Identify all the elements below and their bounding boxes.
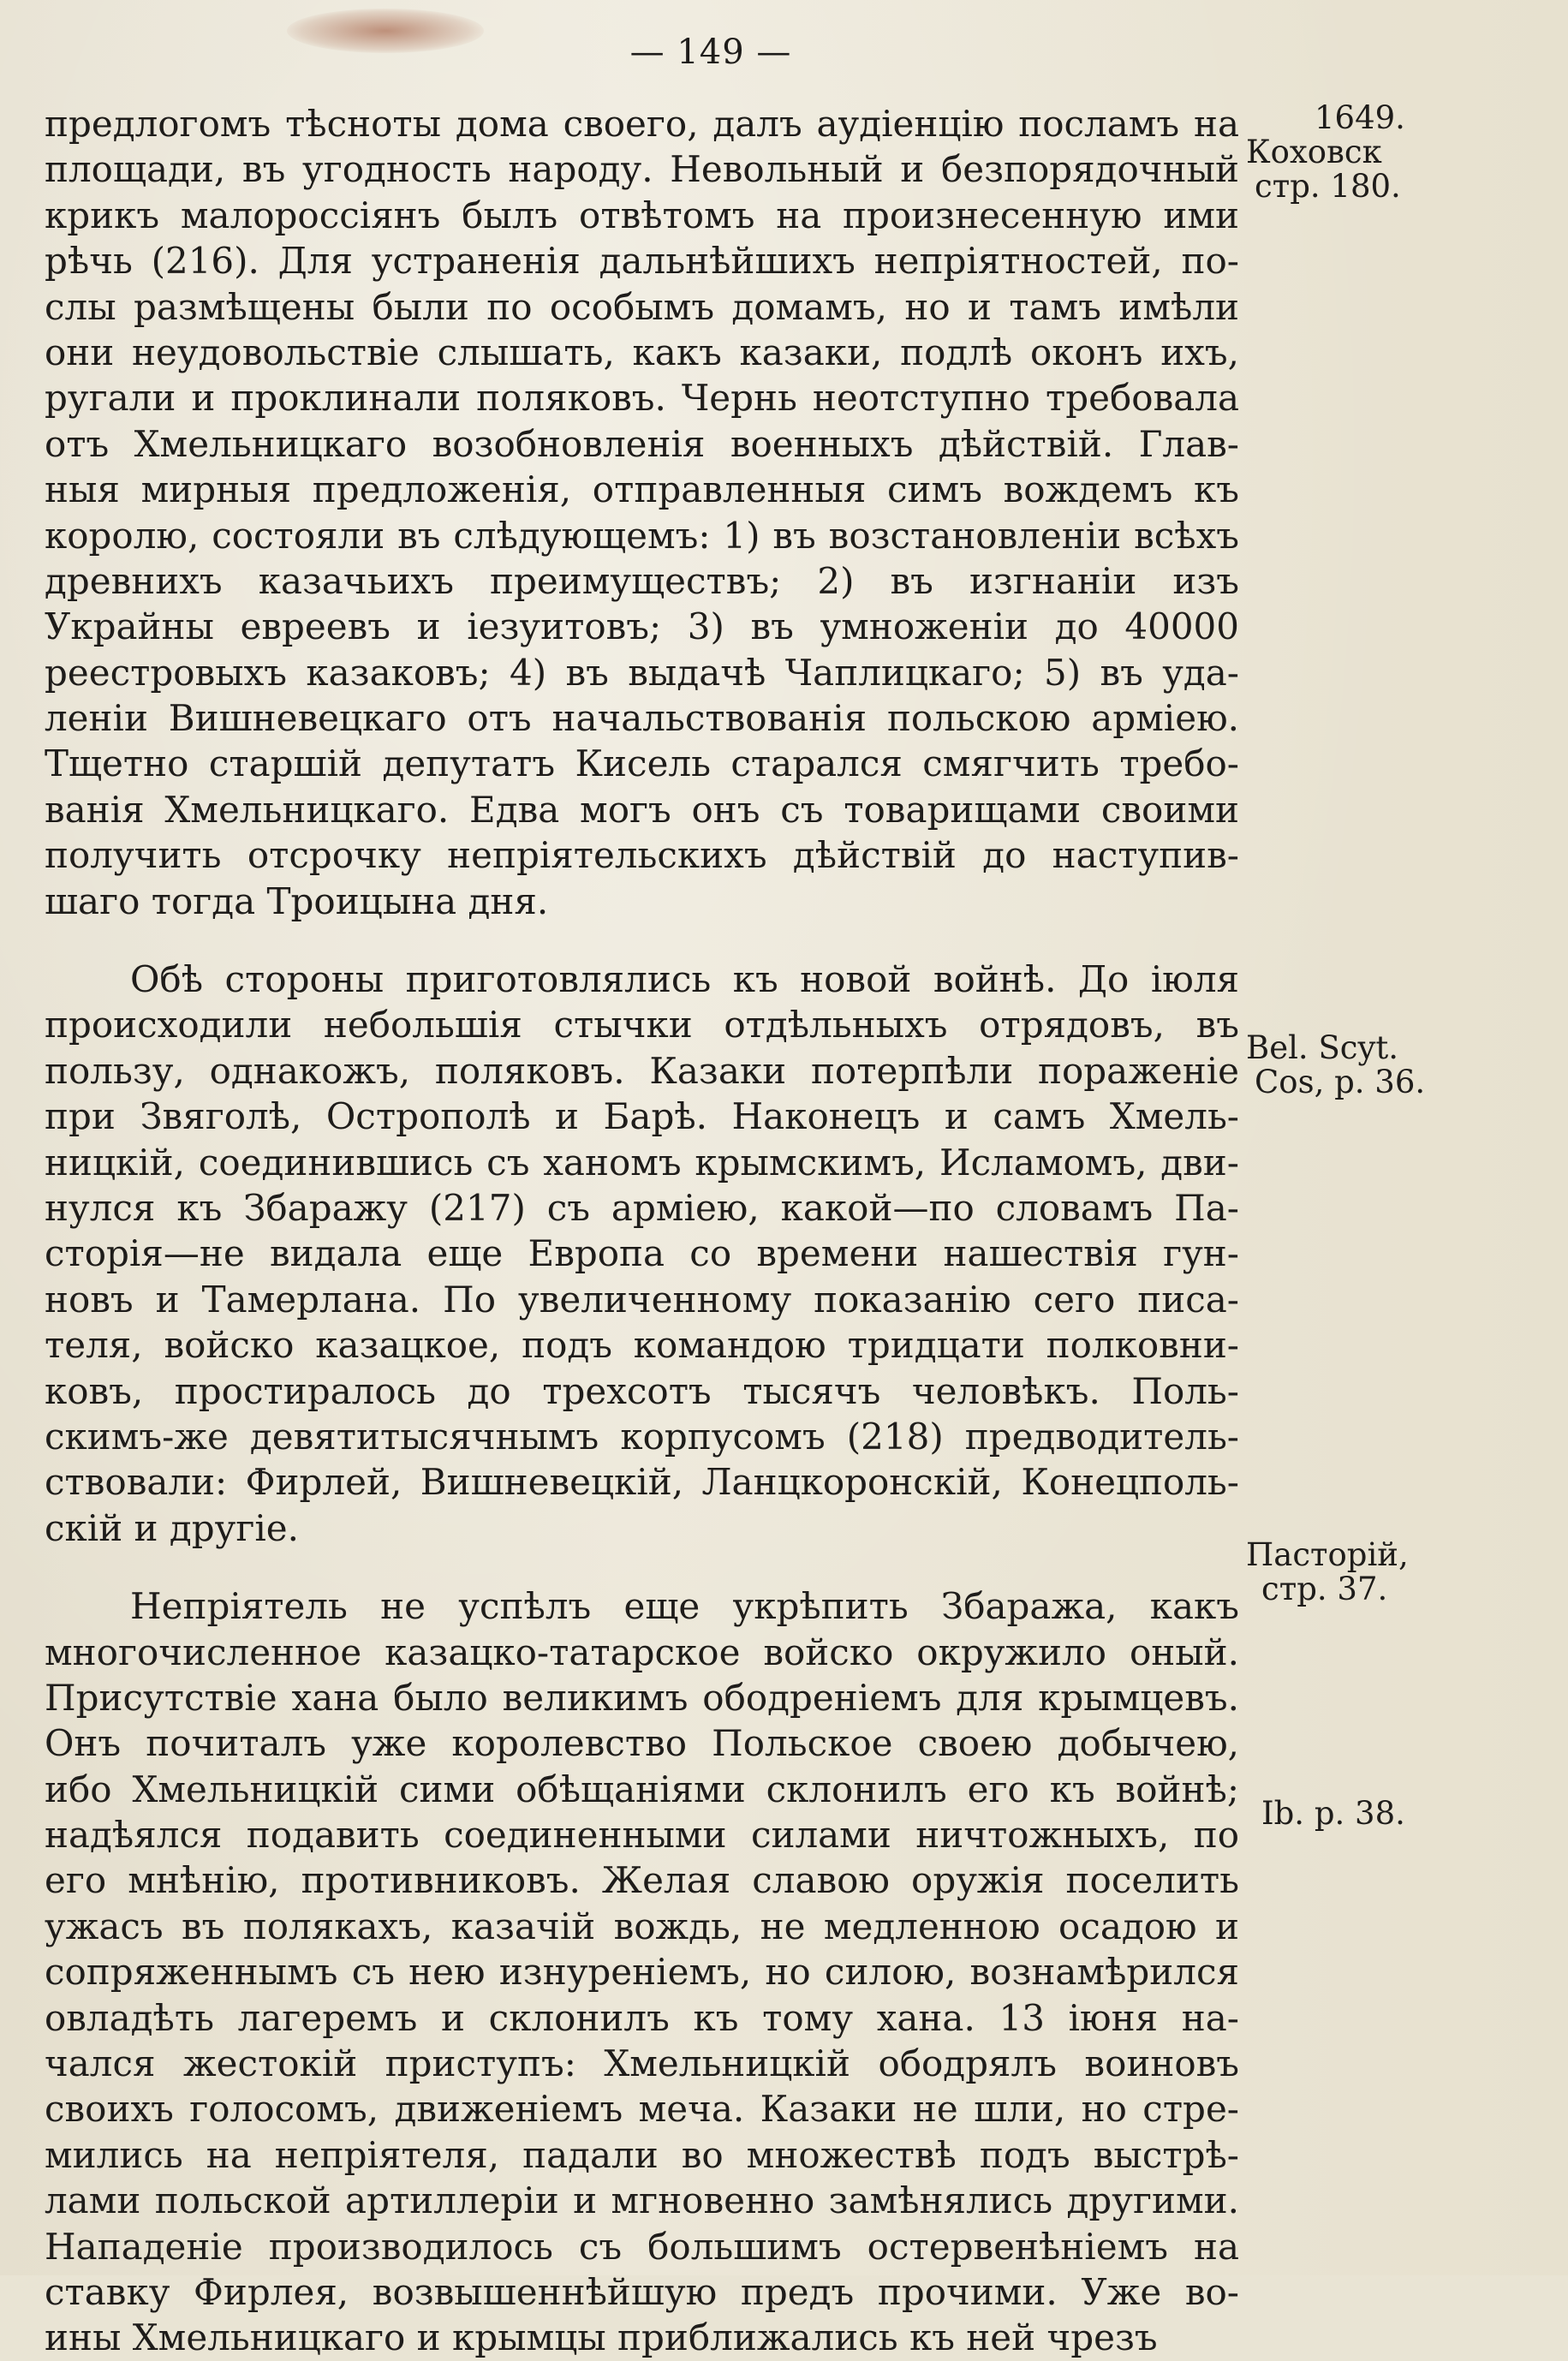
margin-note-khokhovsk — [1246, 101, 1417, 204]
text-line: ныя мирныя предложенія, отправленныя симъ вождемъ къ — [45, 468, 1239, 511]
text-line: предлогомъ тѣсноты дома своего, далъ аудіенцію посламъ на — [45, 103, 1239, 145]
text-line: ствовали: Фирлей, Вишневецкій, Ланцкоронскій, Конецполь- — [45, 1461, 1239, 1504]
margin-note-line: Ib. p. 38. — [1261, 1795, 1405, 1832]
text-line: ставку Фирлея, возвышеннѣйшую предъ прочими. Уже во- — [45, 2270, 1239, 2313]
text-line: шаго тогда Троицына дня. — [45, 879, 549, 922]
text-line: Тщетно старшій депутатъ Кисель старался смягчить требо- — [45, 742, 1239, 785]
text-line: рѣчь (216). Для устраненія дальнѣйшихъ непріятностей, по- — [45, 240, 1239, 283]
text-line: ницкій, соединившись съ ханомъ крымскимъ, Исламомъ, дви- — [45, 1141, 1239, 1183]
text-line: ругали и проклинали поляковъ. Чернь неотступно требовала — [45, 377, 1239, 420]
text-line: ины Хмельницкаго и крымцы приближались къ ней чрезъ — [45, 2316, 1158, 2359]
margin-note-pastory — [1246, 1538, 1417, 1607]
margin-note-line: стр. 180. — [1255, 168, 1401, 205]
text-line: получить отсрочку непріятельскихъ дѣйствій до наступив- — [45, 834, 1239, 877]
text-line: Присутствіе хана было великимъ ободреніемъ для крымцевъ. — [45, 1676, 1239, 1719]
text-line: многочисленное казацко-татарское войско окружило оный. — [45, 1631, 1239, 1673]
text-line: чался жестокій приступъ: Хмельницкій ободрялъ воиновъ — [45, 2042, 1239, 2085]
text-line: леніи Вишневецкаго отъ начальствованія польскою арміею. — [45, 697, 1239, 740]
text-line: овладѣть лагеремъ и склонилъ къ тому хана. 13 іюня на- — [45, 1996, 1239, 2039]
text-line: площади, въ угодность народу. Невольный и безпорядочный — [45, 148, 1239, 191]
text-line: крикъ малороссіянъ былъ отвѣтомъ на произнесенную ими — [45, 194, 1239, 236]
margin-note-line: 1649. — [1315, 99, 1405, 136]
text-line: надѣялся подавить соединенными силами ничтожныхъ, по — [45, 1814, 1239, 1857]
text-line: они неудовольствіе слышать, какъ казаки, подлѣ оконъ ихъ, — [45, 331, 1239, 373]
page-number: — 149 — — [629, 33, 792, 72]
paper-stain — [287, 9, 484, 53]
text-line: его мнѣнію, противниковъ. Желая славою оружія поселить — [45, 1859, 1239, 1902]
text-line: ужасъ въ полякахъ, казачій вождь, не медленною осадою и — [45, 1905, 1239, 1947]
text-line: Нападеніе производилось съ большимъ остервенѣніемъ на — [45, 2225, 1239, 2268]
text-line: древнихъ казачьихъ преимуществъ; 2) въ изгнаніи изъ — [45, 559, 1239, 602]
margin-note-bel-scyt — [1246, 1029, 1426, 1100]
margin-note-line: стр. 37. — [1261, 1571, 1388, 1607]
text-line: слы размѣщены были по особымъ домамъ, но и тамъ имѣли — [45, 285, 1239, 328]
margin-note-ib — [1246, 1797, 1417, 1831]
margin-note-line: Cos, p. 36. — [1255, 1064, 1426, 1100]
text-line: происходили небольшія стычки отдѣльныхъ отрядовъ, въ — [45, 1004, 1239, 1046]
text-line: пользу, однакожъ, поляковъ. Казаки потерпѣли пораженіе — [45, 1049, 1239, 1092]
text-line: Обѣ стороны приготовлялись къ новой войнѣ. До іюля — [130, 958, 1239, 1001]
margin-note-line: Коховск — [1246, 134, 1382, 170]
body-text — [45, 101, 1239, 2361]
margin-note-line: Пасторій, — [1246, 1536, 1409, 1573]
text-line: ковъ, простиралось до трехсотъ тысячъ человѣкъ. Поль- — [45, 1369, 1239, 1412]
text-line: ванія Хмельницкаго. Едва могъ онъ съ товарищами своими — [45, 788, 1239, 831]
text-line: скій и другіе. — [45, 1506, 299, 1549]
text-line: сопряженнымъ съ нею изнуреніемъ, но силою, вознамѣрился — [45, 1951, 1239, 1994]
text-line: Украйны евреевъ и іезуитовъ; 3) въ умноженіи до 40000 — [45, 605, 1239, 648]
text-line: своихъ голосомъ, движеніемъ меча. Казаки не шли, но стре- — [45, 2088, 1239, 2131]
text-line: нулся къ Збаражу (217) съ арміею, какой—по словамъ Па- — [45, 1186, 1239, 1229]
text-line: мились на непріятеля, падали во множествѣ подъ выстрѣ- — [45, 2133, 1239, 2176]
text-line: теля, войско казацкое, подъ командою тридцати полковни- — [45, 1324, 1239, 1367]
text-line: Непріятель не успѣлъ еще укрѣпить Збаража, какъ — [130, 1585, 1239, 1628]
text-line: отъ Хмельницкаго возобновленія военныхъ дѣйствій. Глав- — [45, 422, 1239, 465]
paragraph-2 — [45, 957, 1239, 1551]
text-line: сторія—не видала еще Европа со времени нашествія гун- — [45, 1232, 1239, 1275]
text-line: новъ и Тамерлана. По увеличенному показанію сего писа- — [45, 1278, 1239, 1321]
text-line: реестровыхъ казаковъ; 4) въ выдачѣ Чаплицкаго; 5) въ уда- — [45, 651, 1239, 694]
text-line: при Звяголѣ, Острополѣ и Барѣ. Наконецъ и самъ Хмель- — [45, 1095, 1239, 1138]
text-line: лами польской артиллеріи и мгновенно замѣнялись другими. — [45, 2179, 1239, 2222]
text-line: Онъ почиталъ уже королевство Польское своею добычею, — [45, 1722, 1239, 1765]
paragraph-1 — [45, 101, 1239, 924]
text-line: ибо Хмельницкій сими обѣщаніями склонилъ его къ войнѣ; — [45, 1768, 1239, 1810]
text-line: скимъ-же девятитысячнымъ корпусомъ (218) предводитель- — [45, 1415, 1239, 1458]
margin-note-line: Bel. Scyt. — [1246, 1029, 1399, 1066]
text-line: королю, состояли въ слѣдующемъ: 1) въ возстановленіи всѣхъ — [45, 514, 1239, 557]
paragraph-3 — [45, 1583, 1239, 2361]
